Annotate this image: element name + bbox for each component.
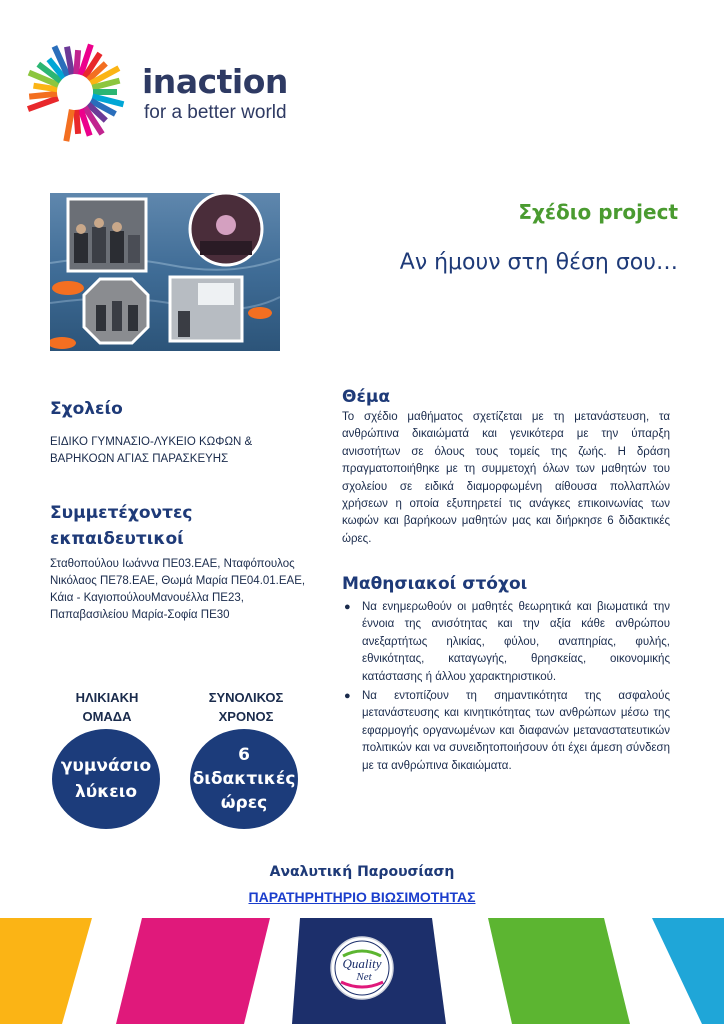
teachers-names: Σταθοπούλου Ιωάννα ΠΕ03.ΕΑΕ, Νταφόπουλος Νικόλαος ΠΕ78.ΕΑΕ, Θωμά Μαρία ΠΕ04.01.ΕΑΕ, Κάια - ΚαγιοπούλουΜανουέλλα ΠΕ23, Παπαβασιλείου Μαρία-Σοφία ΠΕ30 bbox=[50, 558, 306, 621]
school-heading: Σχολείο bbox=[50, 399, 123, 419]
logo-ray bbox=[28, 98, 58, 109]
goal-text: Να εντοπίζουν τη σημαντικότητα της ασφαλούς μετανάστευσης και κινητικότητας των ανθρώπων μέσω της εφαρμογής οργανωμένων και διαφανών μεταναστατευτικών πολιτικών και να συνειδητοποιήσουν ότι έχει άμεση σύνδεση με τα ανθρώπινα δικαιώματα. bbox=[362, 690, 670, 772]
age-group-value-line2: λύκειο bbox=[74, 782, 138, 802]
learning-goals-list bbox=[342, 599, 670, 777]
school-name: ΕΙΔΙΚΟ ΓΥΜΝΑΣΙΟ-ΛΥΚΕΙΟ ΚΩΦΩΝ & ΒΑΡΗΚΟΩΝ ΑΓΙΑΣ ΠΑΡΑΣΚΕΥΗΣ bbox=[50, 436, 253, 465]
stripe-magenta bbox=[116, 918, 270, 1024]
sunburst-logo-icon bbox=[18, 36, 138, 146]
collage-image bbox=[50, 193, 280, 351]
qualitynet-logo-icon bbox=[331, 937, 393, 999]
total-time-value-line3: ώρες bbox=[220, 793, 268, 813]
total-time-label bbox=[186, 688, 306, 726]
total-time-value-line2: διδακτικές bbox=[192, 769, 296, 789]
learning-goals-heading: Μαθησιακοί στόχοι bbox=[342, 574, 528, 594]
logo-tagline: for a better world bbox=[144, 102, 287, 123]
badge-line2: Net bbox=[356, 971, 372, 983]
age-group-label-line2: ΟΜΑΔΑ bbox=[82, 709, 132, 724]
presentation-label: Αναλυτική Παρουσίαση bbox=[269, 864, 455, 880]
age-group-label bbox=[52, 688, 162, 726]
teachers-heading: Συμμετέχοντες εκπαιδευτικοί bbox=[50, 503, 193, 549]
footer-stripes bbox=[0, 918, 724, 1024]
stripe-blue bbox=[652, 918, 724, 1024]
total-time-label-line1: ΣΥΝΟΛΙΚΟΣ bbox=[208, 690, 284, 705]
project-photo-collage bbox=[50, 193, 280, 351]
sustainability-observatory-link[interactable]: ΠΑΡΑΤΗΡΗΤΗΡΙΟ ΒΙΩΣΙΜΟΤΗΤΑΣ bbox=[248, 889, 476, 905]
age-group-label-line1: ΗΛΙΚΙΑΚΗ bbox=[75, 690, 139, 705]
total-time-value-line1: 6 bbox=[238, 745, 250, 765]
list-item bbox=[342, 599, 670, 686]
topic-text: Το σχέδιο μαθήματος σχετίζεται με τη μετανάστευση, τα ανθρώπινα δικαιώματά και γενικότερα με την ύπαρξη ανισοτήτων σε όλους τους τομείς της ζωής. Η δράση πραγματοποιήθηκε με τη συμμετοχή όλων των μαθητών του σχολείου σε ειδικά διαμορφωμένη αίθουσα πολλαπλών χρήσεων η οποία εξυπηρετεί τις ανάγκες επικοινωνίας των κωφών και βαρήκοων μαθητών μας και διήρκησε 6 διδακτικές ώρες. bbox=[342, 411, 670, 545]
logo-ray bbox=[29, 94, 57, 97]
project-title: Αν ήμουν στη θέση σου… bbox=[399, 250, 678, 275]
logo-ray bbox=[76, 50, 78, 74]
logo-word-action: action bbox=[175, 62, 288, 101]
project-label: Σχέδιο project bbox=[518, 200, 678, 224]
age-group-value-line1: γυμνάσιο bbox=[60, 756, 152, 776]
logo-ray bbox=[66, 110, 72, 142]
total-time-badge bbox=[190, 729, 298, 829]
inaction-logo bbox=[18, 36, 318, 146]
topic-heading: Θέμα bbox=[342, 387, 391, 407]
age-group-badge bbox=[52, 729, 160, 829]
list-item bbox=[342, 688, 670, 775]
bullet-icon: ● bbox=[344, 601, 351, 613]
badge-line1: Quality bbox=[342, 956, 382, 971]
total-time-label-line2: ΧΡΟΝΟΣ bbox=[218, 709, 274, 724]
goal-text: Να ενημερωθούν οι μαθητές θεωρητικά και βιωματικά την έννοια της ανισότητας και την αξία κάθε ανθρώπου ανεξαρτήτως ηλικίας, φύλου, αναπηρίας, φυλής, εθνικότητας, καταγωγής, θρησκείας, οικονομικής κατάστασης ή άλλου χαρακτηριστικού. bbox=[362, 601, 670, 683]
stripe-green bbox=[488, 918, 630, 1024]
stripe-yellow bbox=[0, 918, 92, 1024]
logo-word-in: in bbox=[142, 62, 176, 101]
bullet-icon: ● bbox=[344, 690, 351, 703]
logo-wordmark bbox=[142, 64, 288, 100]
logo-ray bbox=[76, 110, 78, 134]
